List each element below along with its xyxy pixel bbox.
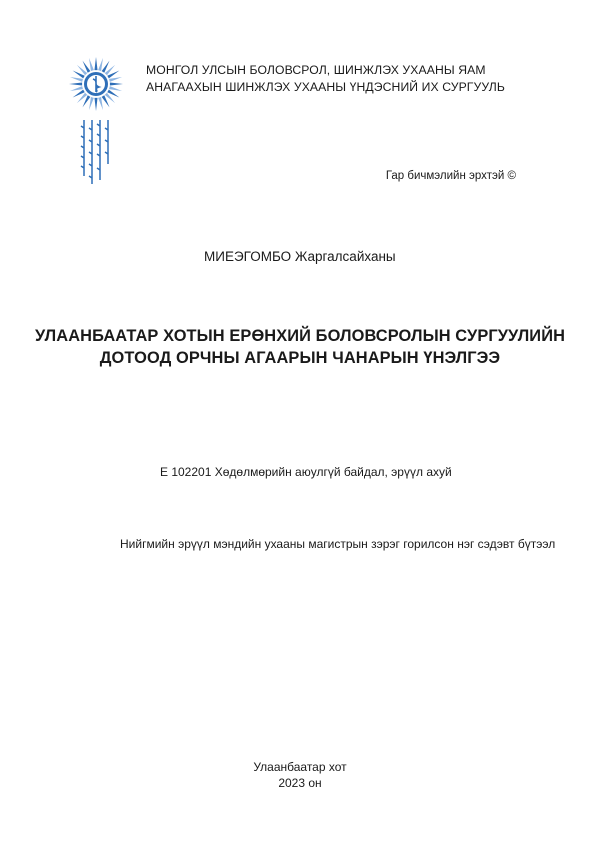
degree-note: Нийгмийн эрүүл мэндийн ухааны магистрын зэрэг горилсон нэг сэдэвт бүтээл: [120, 537, 556, 551]
specialty-code: Е 102201 Хөдөлмөрийн аюулгүй байдал, эрүүл ахуй: [160, 465, 452, 479]
ministry-line-2: АНАГААХЫН ШИНЖЛЭХ УХААНЫ ҮНДЭСНИЙ ИХ СУРГУУЛЬ: [146, 80, 505, 94]
city: Улаанбаатар хот: [253, 760, 347, 774]
rights-note: Гар бичмэлийн эрхтэй ©: [385, 170, 516, 182]
ministry-heading: [146, 62, 505, 96]
thesis-title-line-1: УЛААНБААТАР ХОТЫН ЕРӨНХИЙ БОЛОВСРОЛЫН СУРГУУЛИЙН: [34, 327, 566, 345]
university-emblem-icon: [66, 54, 126, 204]
ministry-line-1: МОНГОЛ УЛСЫН БОЛОВСРОЛ, ШИНЖЛЭХ УХААНЫ ЯАМ: [146, 63, 486, 77]
place-and-year: [0, 759, 600, 791]
author-name: МИЕЭГОМБО Жаргалсайханы: [204, 249, 396, 264]
thesis-title: [0, 325, 600, 369]
year: 2023 он: [278, 776, 322, 790]
thesis-title-line-2: ДОТООД ОРЧНЫ АГААРЫН ЧАНАРЫН ҮНЭЛГЭЭ: [99, 349, 501, 367]
